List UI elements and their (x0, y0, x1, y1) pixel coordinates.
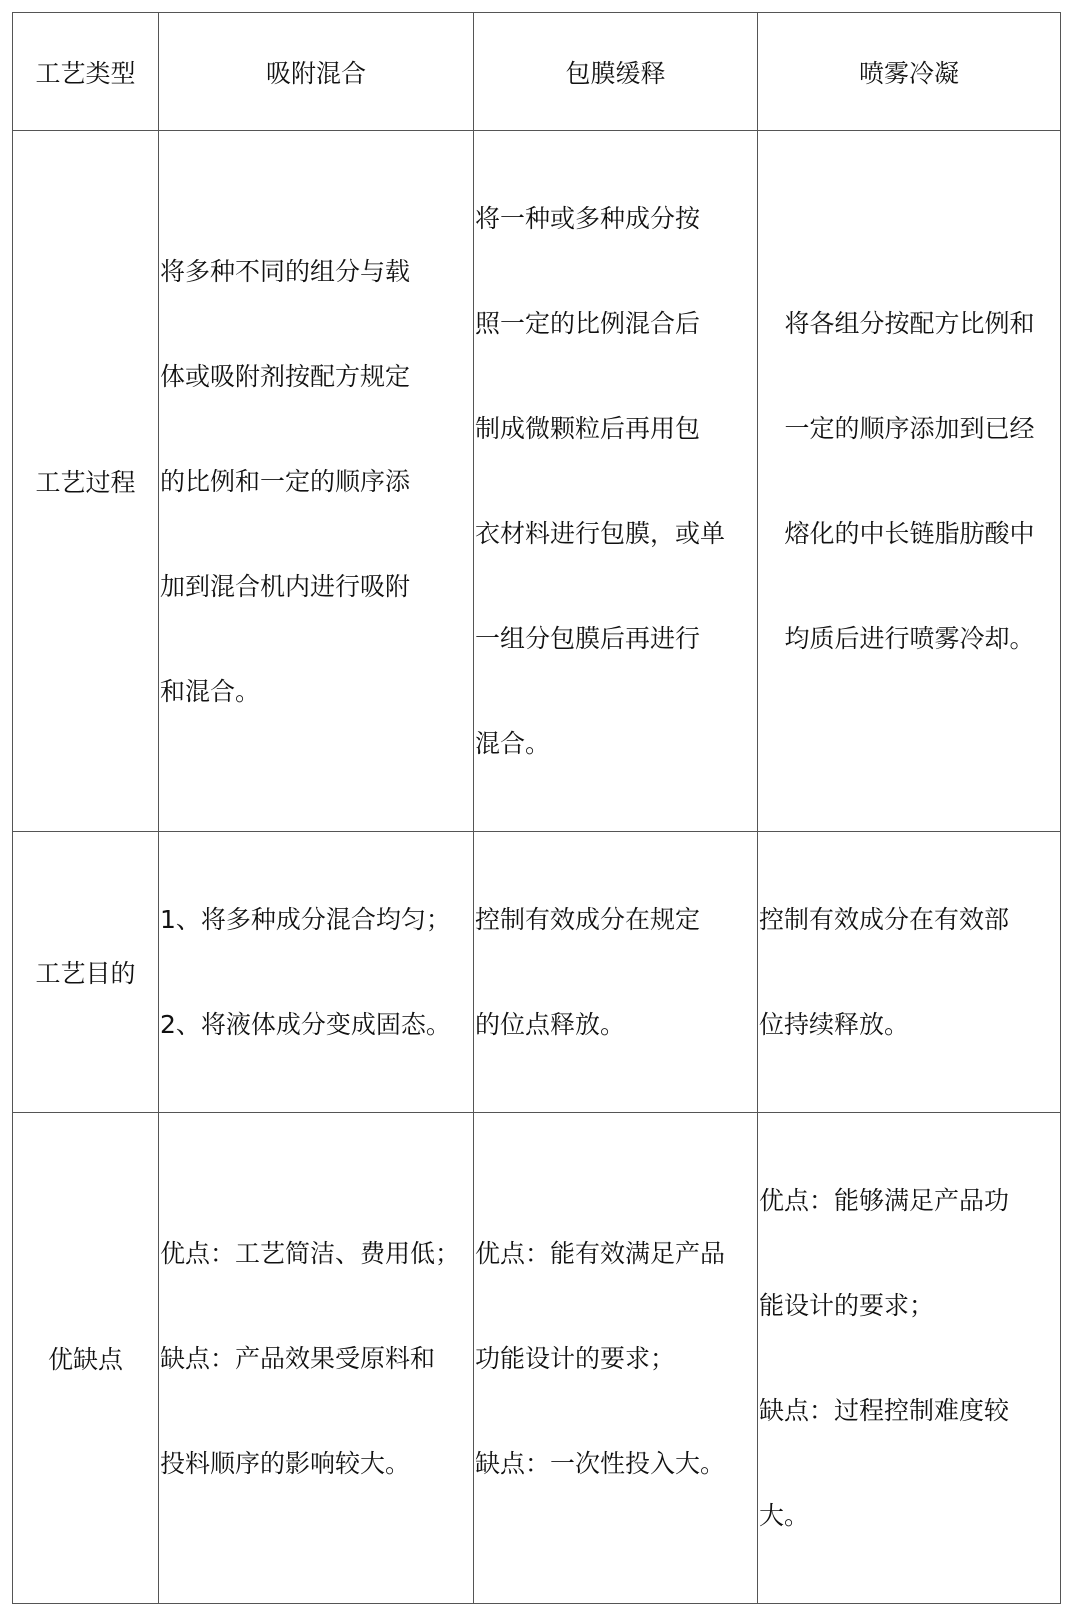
header-cell-coating-release: 包膜缓释 (474, 13, 758, 131)
table-row-purpose (13, 832, 1061, 1113)
row-header-purpose: 工艺目的 (13, 832, 159, 1113)
cell-purpose-coating: 控制有效成分在规定 的位点释放。 (474, 832, 758, 1113)
cell-pros-cons-coating: 优点：能有效满足产品 功能设计的要求； 缺点：一次性投入大。 (474, 1113, 758, 1604)
row-header-process: 工艺过程 (13, 131, 159, 832)
header-row (13, 13, 1061, 131)
cell-purpose-adsorption: 1、将多种成分混合均匀； 2、将液体成分变成固态。 (159, 832, 474, 1113)
table-row-process (13, 131, 1061, 832)
cell-pros-cons-adsorption: 优点：工艺简洁、费用低； 缺点：产品效果受原料和 投料顺序的影响较大。 (159, 1113, 474, 1604)
cell-process-spray: 将各组分按配方比例和 一定的顺序添加到已经 熔化的中长链脂肪酸中 均质后进行喷雾冷却。 (758, 131, 1061, 832)
header-cell-process-type: 工艺类型 (13, 13, 159, 131)
row-header-pros-cons: 优缺点 (13, 1113, 159, 1604)
header-cell-adsorption-mixing: 吸附混合 (159, 13, 474, 131)
table-row-pros-cons (13, 1113, 1061, 1604)
header-cell-spray-cooling: 喷雾冷凝 (758, 13, 1061, 131)
cell-process-adsorption: 将多种不同的组分与载 体或吸附剂按配方规定 的比例和一定的顺序添 加到混合机内进行吸附 和混合。 (159, 131, 474, 832)
cell-purpose-spray: 控制有效成分在有效部 位持续释放。 (758, 832, 1061, 1113)
cell-process-coating: 将一种或多种成分按 照一定的比例混合后 制成微颗粒后再用包 衣材料进行包膜，或单 一组分包膜后再进行 混合。 (474, 131, 758, 832)
cell-pros-cons-spray: 优点：能够满足产品功 能设计的要求； 缺点：过程控制难度较 大。 (758, 1113, 1061, 1604)
process-comparison-table (12, 12, 1061, 1604)
